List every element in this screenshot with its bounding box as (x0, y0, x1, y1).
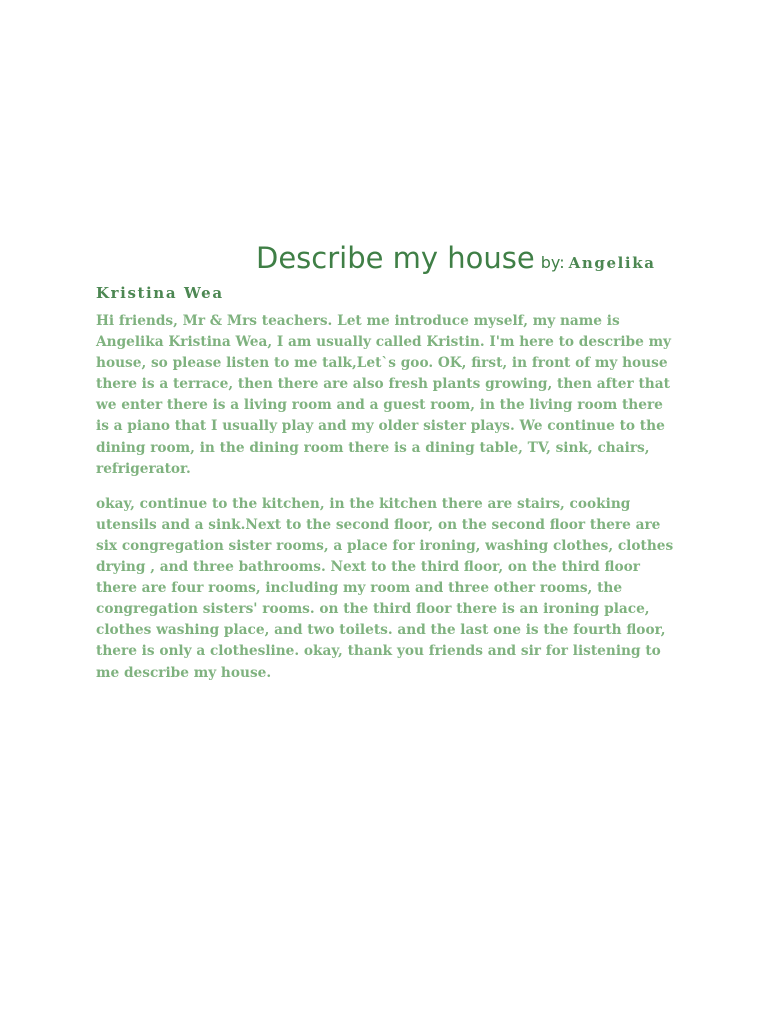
author-rest-name: Kristina Wea (96, 284, 224, 302)
author-first-name: Angelika (568, 254, 656, 272)
document-page (96, 238, 676, 684)
document-title: Describe my house (256, 241, 535, 275)
paragraph-floors: okay, continue to the kitchen, in the kitchen there are stairs, cooking utensils and a sink.Next to the second floor, on the second floor there are six congregation sister rooms, a place for ironing, washing clothes, clothes drying , and three bathrooms. Next to the third floor, on the third floor there are four rooms, including my room and three other rooms, the congregation sisters' rooms. on the third floor there is an ironing place, clothes washing place, and two toilets. and the last one is the fourth floor, there is only a clothesline. okay, thank you friends and sir for listening to me describe my house. (96, 495, 674, 681)
paragraph-intro: Hi friends, Mr & Mrs teachers. Let me introduce myself, my name is Angelika Kristina Wea, I am usually called Kristin. I'm here to describe my house, so please listen to me talk,Let`s goo. OK, first, in front of my house there is a terrace, then there are also fresh plants growing, then after that we enter there is a living room and a guest room, in the living room there is a piano that I usually play and my older sister plays. We continue to the dining room, in the dining room there is a dining table, TV, sink, chairs, refrigerator. (96, 313, 672, 477)
by-label: by: (540, 253, 565, 272)
title-line (96, 238, 676, 284)
